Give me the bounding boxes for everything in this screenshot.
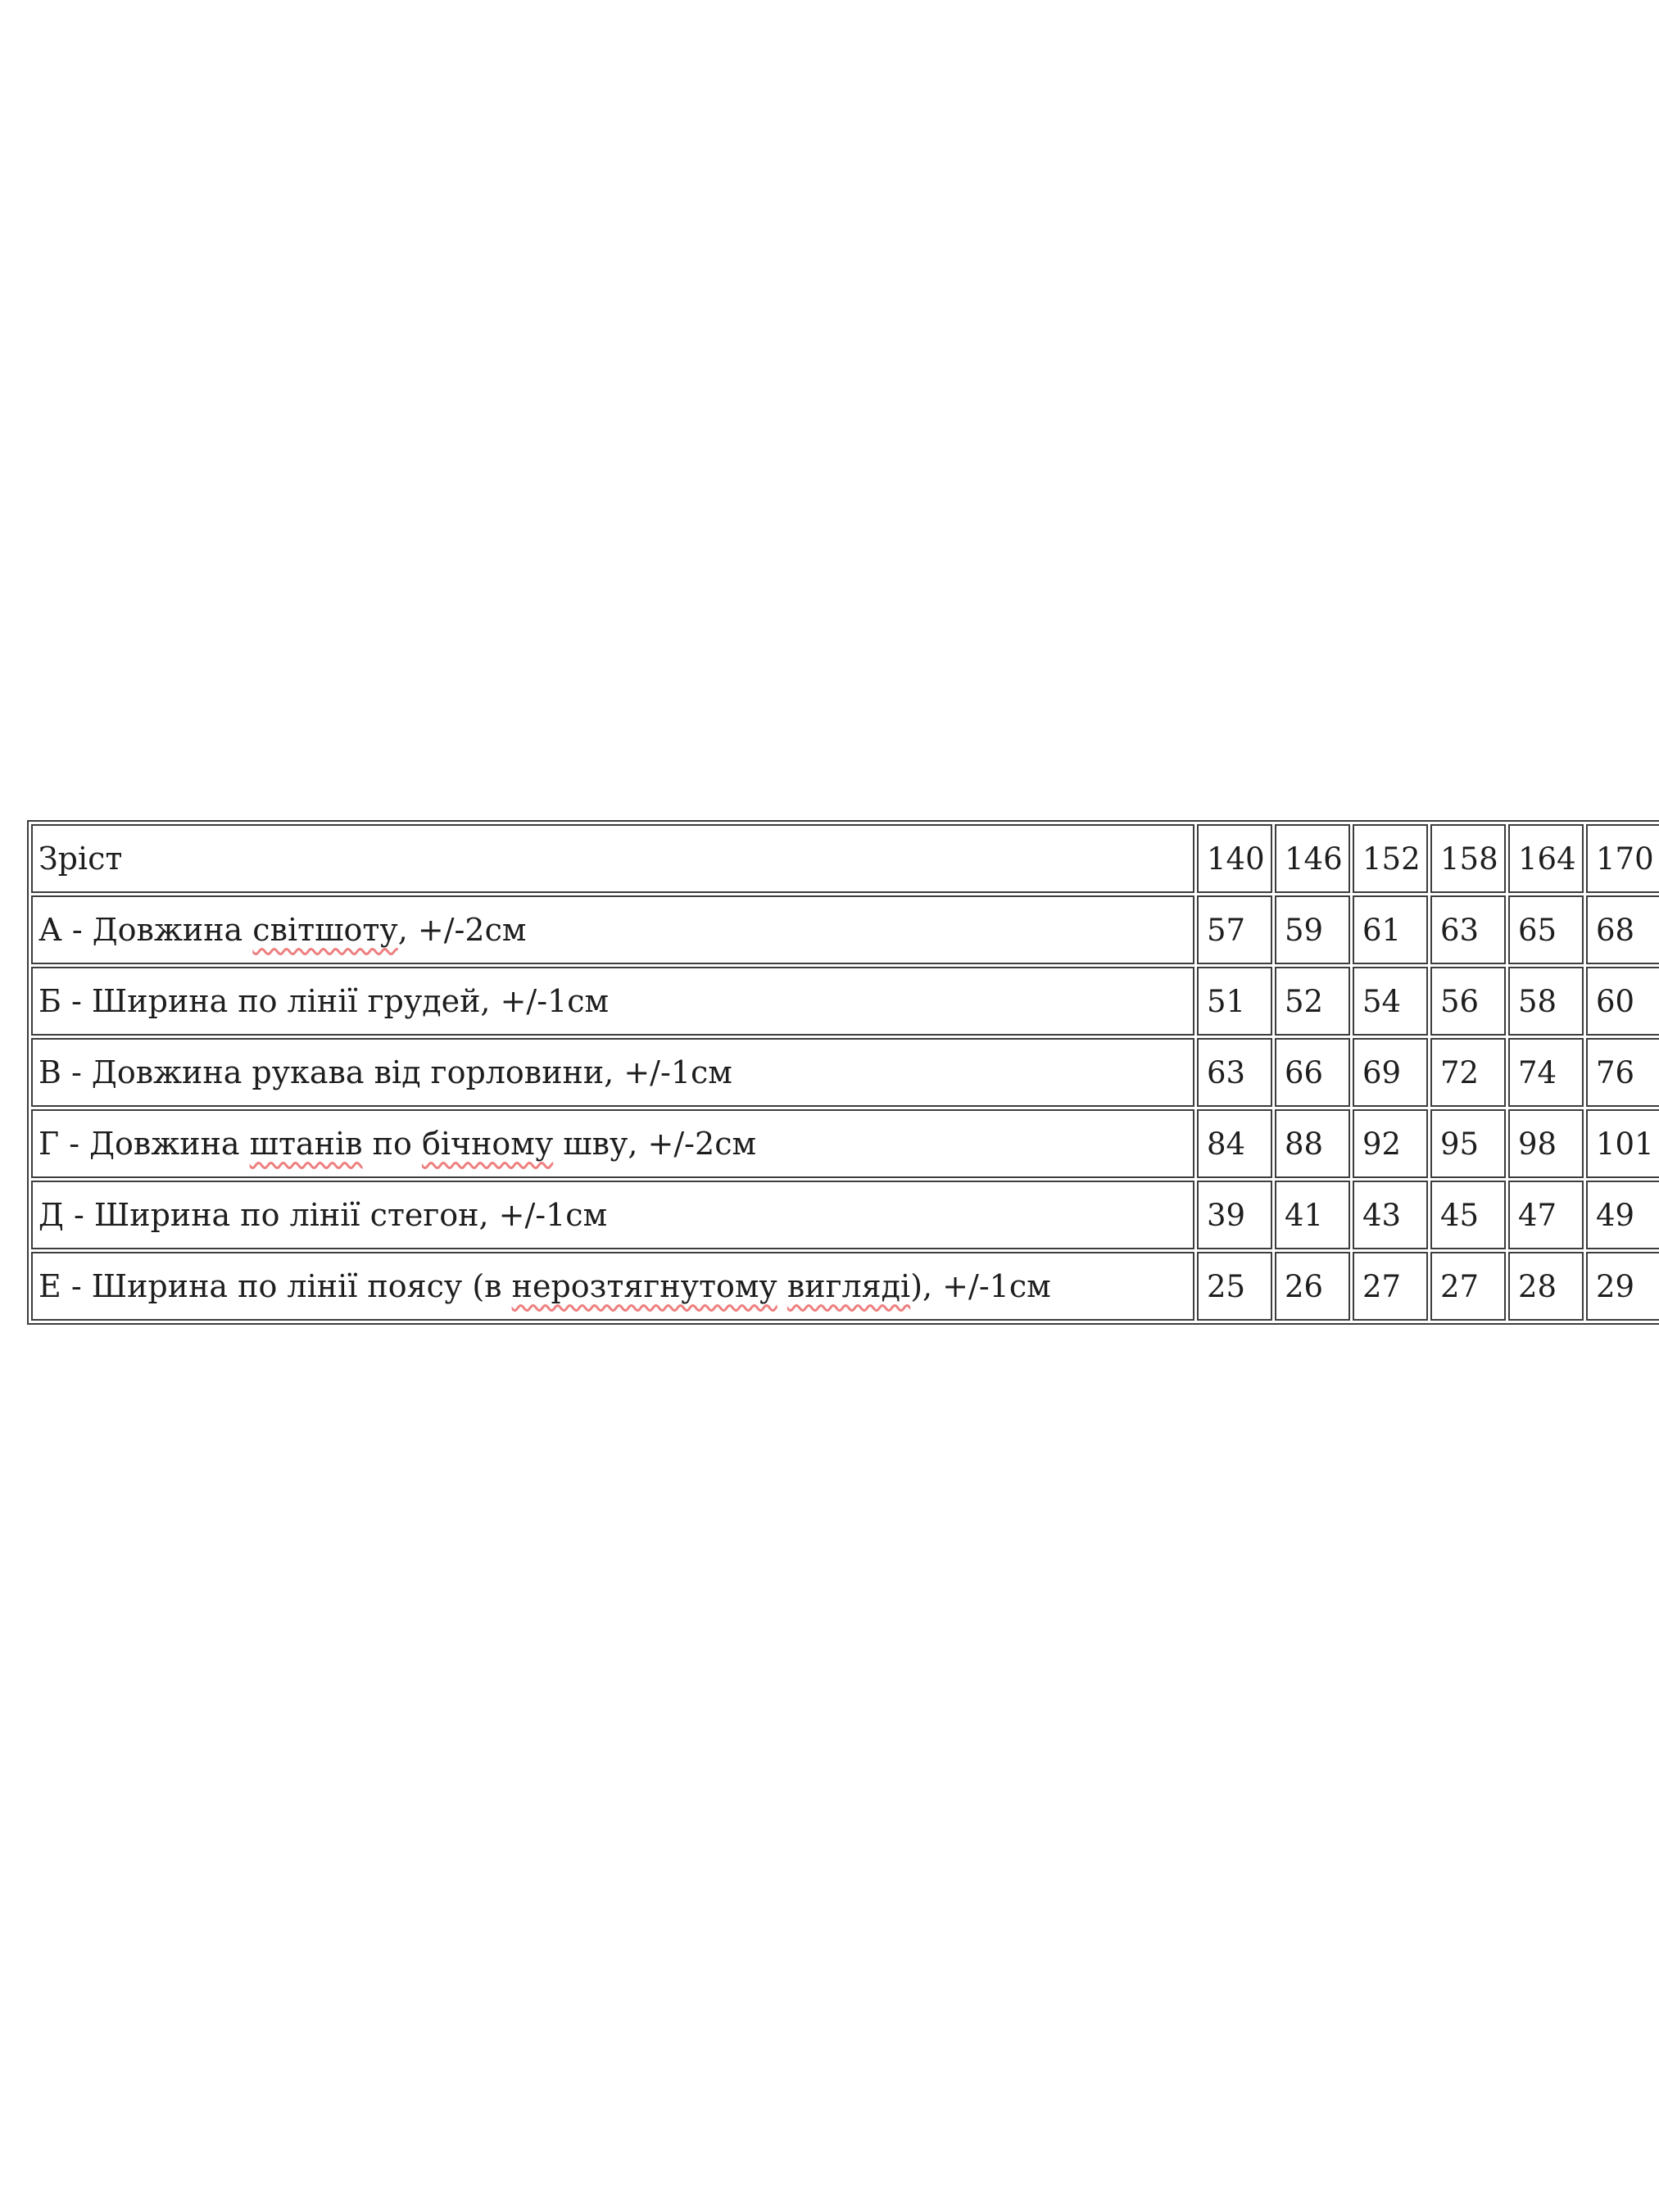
measurement-value-cell	[1275, 1252, 1350, 1321]
measurement-value: 61	[1362, 912, 1402, 948]
measurement-value-cell	[1353, 895, 1428, 964]
measurement-value: 28	[1518, 1268, 1557, 1304]
measurement-value: 95	[1440, 1126, 1480, 1162]
measurement-value: 27	[1362, 1268, 1402, 1304]
size-value: 158	[1440, 841, 1498, 877]
size-value: 140	[1207, 841, 1265, 877]
label-text: , +/-2см	[397, 912, 527, 948]
size-header-cell	[1353, 824, 1428, 893]
size-header-cell	[1586, 824, 1659, 893]
measurement-value-cell	[1197, 895, 1272, 964]
table-row	[31, 1109, 1659, 1178]
measurement-value-cell	[1508, 1038, 1584, 1107]
table-row	[31, 1181, 1659, 1249]
label-text: Г - Довжина	[39, 1126, 250, 1162]
measurement-value-cell	[1508, 1109, 1584, 1178]
measurement-value: 47	[1518, 1197, 1557, 1233]
measurement-value-cell	[1586, 1109, 1659, 1178]
header-row	[31, 824, 1659, 893]
misspelled-word: нерозтягнутому	[511, 1268, 777, 1304]
measurement-value-cell	[1586, 967, 1659, 1036]
label-text: Д - Ширина по лінії стегон, +/-1см	[39, 1197, 608, 1233]
measurement-label-cell	[31, 1252, 1194, 1321]
measurement-value-cell	[1586, 1252, 1659, 1321]
measurement-value-cell	[1353, 1181, 1428, 1249]
measurement-value-cell	[1275, 1038, 1350, 1107]
measurement-value: 98	[1518, 1126, 1557, 1162]
label-text: В - Довжина рукава від горловини, +/-1см	[39, 1054, 732, 1090]
measurement-label-cell	[31, 1038, 1194, 1107]
size-table-body	[31, 824, 1659, 1321]
label-text: шву, +/-2см	[553, 1126, 757, 1162]
measurement-value-cell	[1275, 1109, 1350, 1178]
table-row	[31, 1252, 1659, 1321]
measurement-value-cell	[1197, 1109, 1272, 1178]
measurement-value: 68	[1596, 912, 1635, 948]
measurement-value: 74	[1518, 1054, 1557, 1090]
measurement-value-cell	[1197, 967, 1272, 1036]
label-text: Е - Ширина по лінії поясу (в	[39, 1268, 512, 1304]
measurement-value: 26	[1285, 1268, 1324, 1304]
measurement-value-cell	[1197, 1038, 1272, 1107]
measurement-value: 69	[1362, 1054, 1402, 1090]
label-text: ), +/-1см	[910, 1268, 1051, 1304]
measurement-value-cell	[1430, 1181, 1506, 1249]
size-value: 170	[1596, 841, 1654, 877]
measurement-value-cell	[1197, 1252, 1272, 1321]
measurement-value-cell	[1430, 1109, 1506, 1178]
header-label: Зріст	[39, 841, 123, 877]
measurement-value: 49	[1596, 1197, 1635, 1233]
size-chart	[27, 820, 1654, 1325]
measurement-label-cell	[31, 1109, 1194, 1178]
misspelled-word: бічному	[421, 1126, 554, 1162]
measurement-value: 45	[1440, 1197, 1480, 1233]
measurement-value: 51	[1207, 983, 1246, 1019]
size-header-cell	[1430, 824, 1506, 893]
measurement-value-cell	[1508, 1252, 1584, 1321]
header-label-cell	[31, 824, 1194, 893]
measurement-value: 29	[1596, 1268, 1635, 1304]
label-text	[777, 1268, 787, 1304]
measurement-value-cell	[1586, 895, 1659, 964]
measurement-value: 57	[1207, 912, 1246, 948]
measurement-value: 58	[1518, 983, 1557, 1019]
label-text: А - Довжина	[39, 912, 253, 948]
size-header-cell	[1275, 824, 1350, 893]
label-text: Б - Ширина по лінії грудей, +/-1см	[39, 983, 610, 1019]
measurement-value-cell	[1353, 1109, 1428, 1178]
measurement-value-cell	[1430, 1252, 1506, 1321]
measurement-value-cell	[1430, 895, 1506, 964]
measurement-value-cell	[1508, 895, 1584, 964]
measurement-value: 27	[1440, 1268, 1480, 1304]
measurement-value: 63	[1440, 912, 1480, 948]
table-row	[31, 967, 1659, 1036]
measurement-value: 56	[1440, 983, 1480, 1019]
measurement-value: 59	[1285, 912, 1324, 948]
measurement-value-cell	[1197, 1181, 1272, 1249]
label-text: по	[362, 1126, 422, 1162]
misspelled-word: світшоту	[252, 912, 398, 948]
size-value: 152	[1362, 841, 1421, 877]
measurement-value: 54	[1362, 983, 1402, 1019]
size-header-cell	[1197, 824, 1272, 893]
measurement-value: 92	[1362, 1126, 1402, 1162]
measurement-value-cell	[1353, 967, 1428, 1036]
measurement-value-cell	[1430, 1038, 1506, 1107]
measurement-value: 43	[1362, 1197, 1402, 1233]
measurement-value: 76	[1596, 1054, 1635, 1090]
size-value: 146	[1285, 841, 1343, 877]
measurement-value: 60	[1596, 983, 1635, 1019]
measurement-value-cell	[1508, 1181, 1584, 1249]
measurement-value: 52	[1285, 983, 1324, 1019]
measurement-value: 84	[1207, 1126, 1246, 1162]
misspelled-word: штанів	[249, 1126, 363, 1162]
measurement-value: 72	[1440, 1054, 1480, 1090]
measurement-label-cell	[31, 1181, 1194, 1249]
measurement-value: 39	[1207, 1197, 1246, 1233]
measurement-label-cell	[31, 967, 1194, 1036]
measurement-value: 63	[1207, 1054, 1246, 1090]
measurement-value: 66	[1285, 1054, 1324, 1090]
measurement-value: 101	[1596, 1126, 1654, 1162]
measurement-value: 88	[1285, 1126, 1324, 1162]
measurement-value-cell	[1586, 1181, 1659, 1249]
misspelled-word: вигляді	[786, 1268, 911, 1304]
measurement-value-cell	[1353, 1038, 1428, 1107]
measurement-value: 41	[1285, 1197, 1324, 1233]
size-table	[27, 820, 1659, 1325]
measurement-value-cell	[1275, 1181, 1350, 1249]
size-value: 164	[1518, 841, 1576, 877]
table-row	[31, 1038, 1659, 1107]
measurement-value-cell	[1586, 1038, 1659, 1107]
size-header-cell	[1508, 824, 1584, 893]
measurement-label-cell	[31, 895, 1194, 964]
measurement-value-cell	[1275, 967, 1350, 1036]
measurement-value: 25	[1207, 1268, 1246, 1304]
table-row	[31, 895, 1659, 964]
measurement-value-cell	[1430, 967, 1506, 1036]
measurement-value: 65	[1518, 912, 1557, 948]
measurement-value-cell	[1508, 967, 1584, 1036]
measurement-value-cell	[1275, 895, 1350, 964]
measurement-value-cell	[1353, 1252, 1428, 1321]
